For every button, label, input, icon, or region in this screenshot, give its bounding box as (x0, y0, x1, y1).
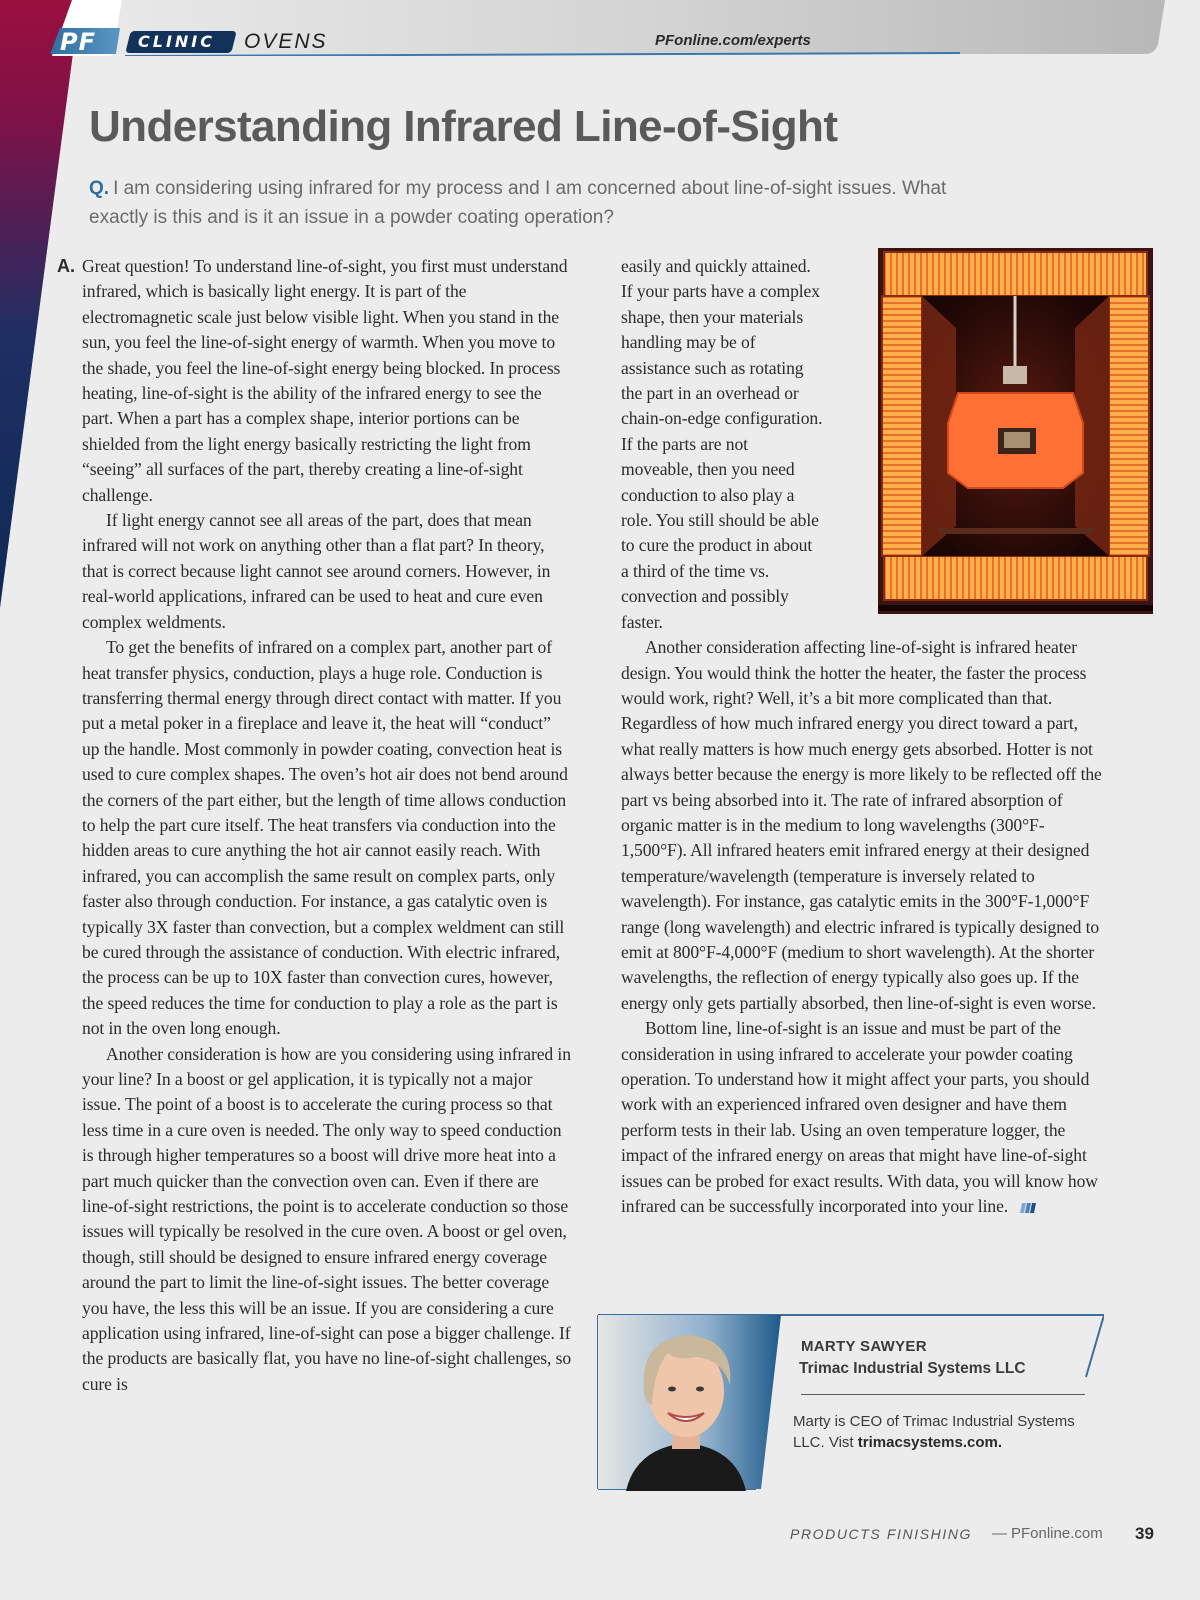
paragraph: If light energy cannot see all areas of the part, does that mean infrared will not work on anything other than a flat part? In theory, that is correct because light cannot see around corners. However, in real-world applications, infrared can be used to heat and cure even complex weldments. (82, 510, 551, 632)
end-mark-icon (1020, 1203, 1036, 1213)
author-website-link[interactable]: trimacsystems.com. (857, 1434, 1003, 1451)
paragraph: easily and quickly attained. If your parts have a complex shape, then your materials handling may be of assistance such as rotating the part in an overhead or chain-on-edge configuration. If the parts are not moveable, then you need conduction to also play a role. You still should be able to cure the product in about a third of the time vs. convection and possibly faster. (621, 256, 823, 632)
paragraph: To get the benefits of infrared on a complex part, another part of heat transfer physics, conduction, plays a huge role. Conduction is transferring thermal energy through direct contact with matter. If you put a metal poker in a fireplace and leave it, the heat will “conduct” up the handle. Most commonly in powder coating, convection heat is used to cure complex shapes. The oven’s hot air does not bend around the corners of the part either, but the length of time allows conduction to help the part cure itself. The heat transfers via conduction into the hidden areas to cure anything the hot air cannot easily reach. With infrared, you can accomplish the same result on complex parts, only faster also through conduction. For instance, a gas catalytic oven is typically 3X faster than convection, but a complex weldment can still be cured through the assistance of conduction. With electric infrared, the process can be up to 10X faster than convection cures, however, the speed reduces the time for conduction to play a role as the part is not in the oven long enough. (82, 637, 568, 1039)
footer-separator: — (992, 1525, 1007, 1542)
header-url: PFonline.com/experts (655, 32, 811, 49)
question-label: Q. (89, 178, 110, 199)
footer-url: PFonline.com (1011, 1525, 1103, 1542)
paragraph (621, 1016, 1106, 1219)
left-column (82, 254, 572, 1397)
author-box (596, 1313, 1104, 1491)
clinic-badge: CLINIC (138, 32, 215, 51)
question-text: I am considering using infrared for my process and I am concerned about line-of-sight issues. What exactly is this and is it an issue in a powder coating operation? (89, 178, 947, 228)
infrared-oven-photo (878, 248, 1153, 614)
question-block (89, 174, 1004, 232)
answer-label: A. (57, 256, 75, 276)
page-header (0, 0, 1165, 56)
pf-logo: PF (60, 28, 96, 56)
left-color-stripe (0, 0, 80, 610)
page-number: 39 (1135, 1524, 1154, 1543)
section-label: OVENS (244, 30, 328, 53)
author-bio (793, 1411, 1083, 1453)
paragraph: Another consideration affecting line-of-sight is infrared heater design. You would think the hotter the heater, the faster the process would work, right? Well, it’s a bit more complicated than that. Regardless of how much infrared energy you direct toward a part, what really matters is how much energy gets absorbed. Hotter is not always better because the energy is more likely to be reflected off the part vs being absorbed into it. The rate of infrared absorption of organic matter is in the medium to long wavelengths (300°F-1,500°F). All infrared heaters emit infrared energy at their designed temperature/wavelength (temperature is inversely related to wavelength). For instance, gas catalytic emits in the 300°F-1,000°F range (long wavelength) and electric infrared is typically designed to emit at 800°F-4,000°F (medium to short wavelength). At the shorter wavelengths, the reflection of energy typically also goes up. If the energy only gets partially absorbed, then line-of-sight is even worse. (621, 637, 1102, 1013)
article-title: Understanding Infrared Line-of-Sight (89, 102, 838, 151)
author-name: MARTY SAWYER (801, 1338, 927, 1355)
paragraph-text: Bottom line, line-of-sight is an issue and must be part of the consideration in using infrared to accelerate your powder coating operation. To understand how it might affect your parts, you should work with an experienced infrared oven designer and have them perform tests in their lab. Using an oven temperature logger, the impact of the infrared energy on areas that might have line-of-sight issues can be probed for exact results. With data, you will know how infrared can be successfully incorporated into your line. (621, 1018, 1098, 1217)
author-photo (596, 1313, 781, 1491)
paragraph: Great question! To understand line-of-sight, you first must understand infrared, which is basically light energy. It is part of the electromagnetic scale just below visible light. When you stand in the sun, you feel the line-of-sight energy of warmth. When you move to the shade, you feel the line-of-sight energy being blocked. In process heating, line-of-sight is the ability of the infrared energy to see the part. When a part has a complex shape, interior portions can be shielded from the light energy basically restricting the light from “seeing” all surfaces of the part, thereby creating a line-of-sight challenge. (82, 256, 568, 505)
author-company: Trimac Industrial Systems LLC (799, 1360, 1026, 1377)
paragraph: Another consideration is how are you considering using infrared in your line? In a boost or gel application, it is typically not a major issue. The point of a boost is to accelerate the curing process so that less time in a cure oven is needed. The only way to speed conduction is through higher temperatures so a boost will drive more heat into a part much quicker than the convection oven can. Even if there are line-of-sight restrictions, the point is to accelerate conduction so those issues will typically be resolved in the cure oven. A boost or gel oven, though, still should be designed to ensure infrared energy coverage around the part to limit the line-of-sight issues. The better coverage you have, the less this will be an issue. If you are considering a cure application using infrared, line-of-sight can pose a bigger challenge. If the products are basically flat, you have no line-of-sight challenges, so cure is (82, 1043, 572, 1394)
author-divider (801, 1394, 1085, 1395)
footer-publication: PRODUCTS FINISHING (790, 1526, 973, 1542)
author-bio-text: Marty is CEO of Trimac Industrial Systems LLC. Vist (793, 1413, 1075, 1451)
